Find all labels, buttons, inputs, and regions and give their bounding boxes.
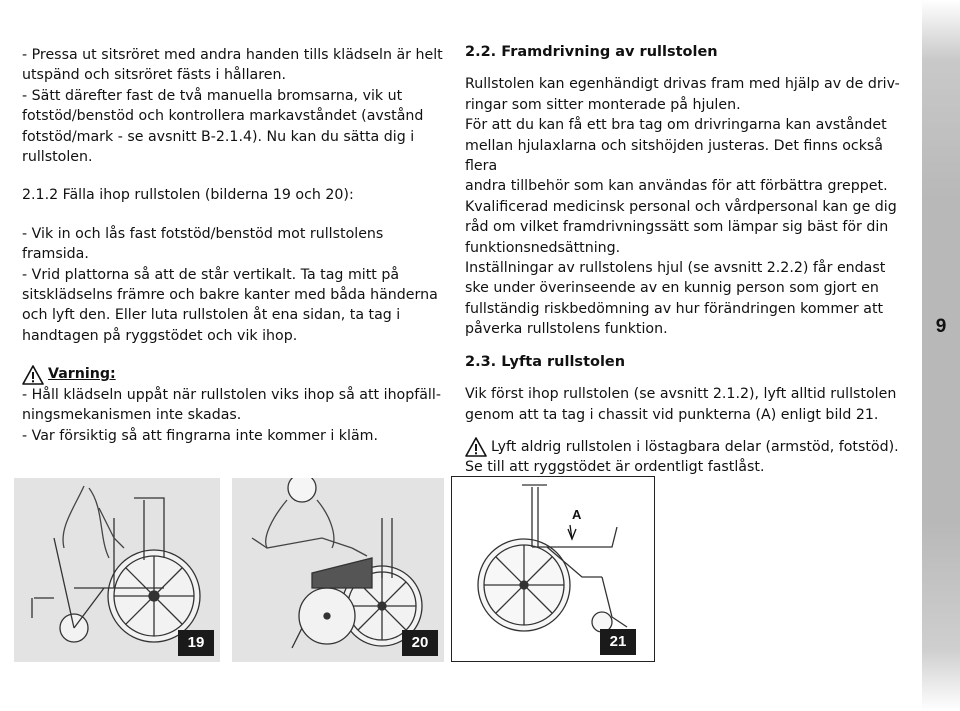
warning-title: Varning:: [48, 366, 116, 383]
text-line: ringar som sitter monterade på hjulen.: [465, 96, 741, 113]
left-column: [22, 45, 447, 446]
warning-text: Lyft aldrig rullstolen i löstagbara delar (armstöd, fotstöd).: [491, 438, 899, 455]
text-line: - Var försiktig så att fingrarna inte kommer i kläm.: [22, 427, 378, 444]
text-line: Kvalificerad medicinsk personal och vårdpersonal kan ge dig: [465, 198, 897, 215]
text-line: Rullstolen kan egenhändigt drivas fram med hjälp av de driv-: [465, 76, 900, 93]
text-line: fullständig riskbedömning av hur förändringen kommer att: [465, 300, 884, 317]
warning-triangle-icon: [465, 437, 487, 457]
text-line: fotstöd/mark - se avsnitt B-2.1.4). Nu kan du sätta dig i: [22, 128, 415, 145]
text-line: handtagen på ryggstödet och vik ihop.: [22, 327, 298, 344]
text-line: påverka rullstolens funktion.: [465, 321, 668, 338]
figure-21: [451, 476, 655, 662]
page-sidebar: [922, 0, 960, 711]
text-line: mellan hjulaxlarna och sitshöjden justeras. Det finns också flera: [465, 137, 884, 175]
text-line: genom att ta tag i chassit vid punkterna (A) enligt bild 21.: [465, 406, 879, 423]
text-line: råd om vilket framdrivningssätt som lämpar sig bäst för din: [465, 219, 889, 236]
text-line: sitsklädselns främre och bakre kanter med båda händerna: [22, 287, 438, 304]
section-heading: 2.1.2 Fälla ihop rullstolen (bilderna 19 och 20):: [22, 187, 354, 204]
text-line: fotstöd/benstöd och kontrollera markavståndet (avstånd: [22, 108, 424, 125]
text-line: För att du kan få ett bra tag om drivringarna kan avståndet: [465, 117, 887, 134]
warning-header: [22, 364, 447, 384]
text-line: Inställningar av rullstolens hjul (se avsnitt 2.2.2) får endast: [465, 260, 886, 277]
text-line: andra tillbehör som kan användas för att förbättra greppet.: [465, 178, 888, 195]
text-line: Se till att ryggstödet är ordentligt fastlåst.: [465, 459, 765, 476]
text-line: och lyft den. Eller luta rullstolen åt ena sidan, ta tag i: [22, 307, 401, 324]
text-line: - Håll klädseln uppåt när rullstolen viks ihop så att ihopfäll-: [22, 386, 441, 403]
text-line: framsida.: [22, 246, 89, 263]
text-line: ske under överinseende av en kunnig person som gjort en: [465, 280, 879, 297]
figure-number: 20: [402, 630, 438, 656]
text-line: - Vrid plattorna så att de står vertikalt. Ta tag mitt på: [22, 266, 400, 283]
warning-triangle-icon: [22, 365, 44, 385]
text-line: - Vik in och lås fast fotstöd/benstöd mot rullstolens: [22, 225, 384, 242]
figure-20: [232, 478, 444, 662]
point-a-label: A: [572, 507, 582, 522]
figure-number: 21: [600, 629, 636, 655]
figure-number: 19: [178, 630, 214, 656]
right-column: [465, 42, 910, 478]
warning-line: [465, 437, 910, 457]
text-line: - Pressa ut sitsröret med andra handen tills klädseln är helt: [22, 47, 443, 63]
figure-19: [14, 478, 220, 662]
text-line: utspänd och sitsröret fästs i hållaren.: [22, 67, 286, 84]
text-line: ningsmekanismen inte skadas.: [22, 407, 242, 424]
page-number: 9: [935, 316, 947, 337]
section-heading: 2.2. Framdrivning av rullstolen: [465, 44, 718, 60]
text-line: funktionsnedsättning.: [465, 239, 621, 256]
text-line: - Sätt därefter fast de två manuella bromsarna, vik ut: [22, 87, 403, 104]
text-line: Vik först ihop rullstolen (se avsnitt 2.1.2), lyft alltid rullstolen: [465, 386, 897, 403]
text-line: rullstolen.: [22, 149, 93, 166]
section-heading: 2.3. Lyfta rullstolen: [465, 353, 626, 370]
